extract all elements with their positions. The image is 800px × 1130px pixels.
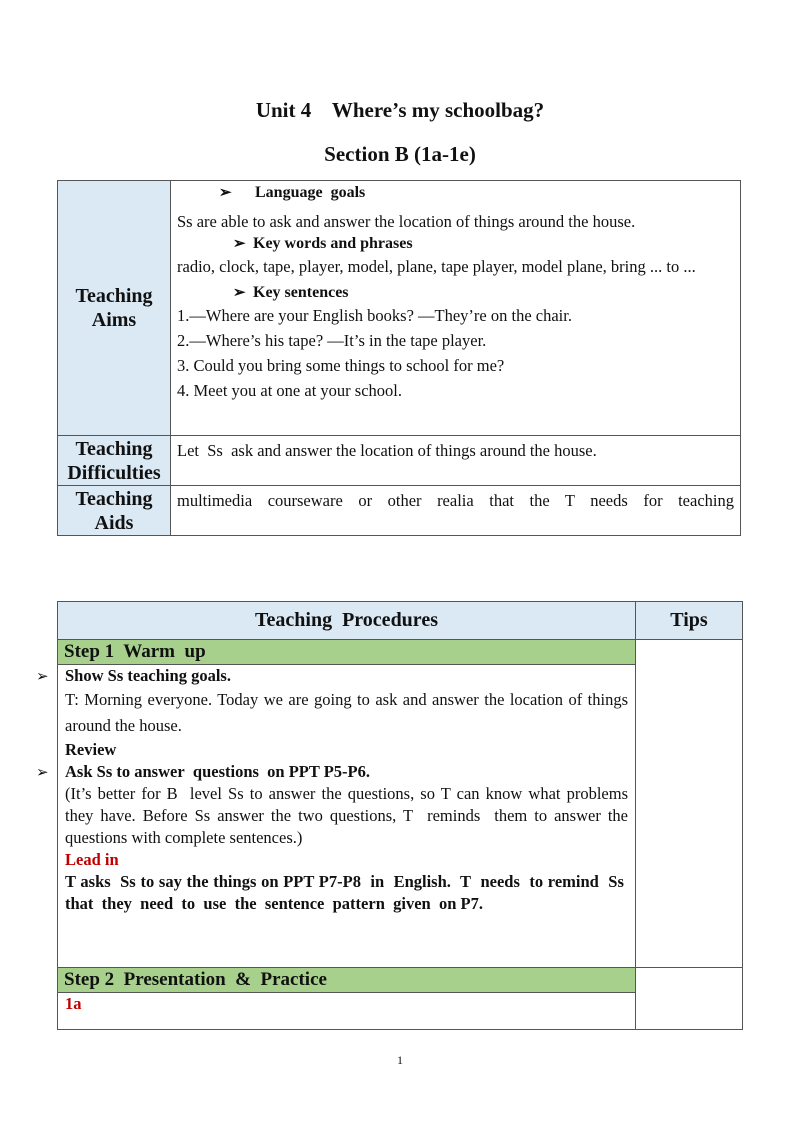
page-number: 1 [397,1053,403,1067]
key-sentences-heading: Key sentences [253,284,349,301]
aims-table [57,180,741,536]
one-a-heading: 1a [65,994,82,1013]
goal-text: Ss are able to ask and answer the location of things around the house. [177,212,636,231]
lead-in-text: T asks Ss to say the things on PPT P7-P8 in English. T needs to remind Ss that they need to use the sentence pattern given on P7. [65,872,628,913]
difficulties-label: Teaching Difficulties [58,436,171,486]
note-text: (It’s better for B level Ss to answer the questions, so T can know what problems they have. Before Ss answer the two questions, T reminds them to answer the questions with complete sentences.) [65,784,628,847]
sentence-item: 3. Could you bring some things to school for me? [177,356,505,375]
sentence-item: 2.—Where’s his tape? —It’s in the tape player. [177,331,487,350]
sentence-item: 1.—Where are your English books? —They’re on the chair. [177,306,572,325]
arrowhead-bullet-icon: ➢ [219,185,232,201]
page-subtitle: Section B (1a-1e) [324,142,476,166]
arrowhead-bullet-icon: ➢ [36,765,49,781]
key-words-text: radio, clock, tape, player, model, plane, tape player, model plane, bring ... to ... [177,257,696,276]
tips-header: Tips [636,602,743,640]
review-heading: Review [65,740,117,759]
arrowhead-bullet-icon: ➢ [233,285,246,301]
tips-cell [636,640,743,968]
t-morning-text: T: Morning everyone. Today we are going to ask and answer the location of things around the house. [65,690,628,735]
page-title: Unit 4 Where’s my schoolbag? [255,98,545,122]
aids-label: Teaching Aids [58,486,171,536]
language-goals-heading: Language goals [255,184,366,201]
tips-cell-2 [636,968,743,1030]
procedures-header: Teaching Procedures [58,602,636,640]
lead-in-heading: Lead in [65,850,119,869]
difficulties-text: Let Ss ask and answer the location of things around the house. [171,436,741,486]
aids-text: multimedia courseware or other realia that the T needs for teaching [171,486,741,536]
arrowhead-bullet-icon: ➢ [36,669,49,685]
arrowhead-bullet-icon: ➢ [233,236,246,252]
show-goals: Show Ss teaching goals. [65,666,231,685]
step2-heading: Step 2 Presentation & Practice [58,968,636,993]
aims-content [171,181,741,436]
step1-heading: Step 1 Warm up [58,640,636,665]
key-words-heading: Key words and phrases [253,235,413,252]
ask-ss-text: Ask Ss to answer questions on PPT P5-P6. [65,762,370,781]
step1-content [58,665,636,968]
sentence-item: 4. Meet you at one at your school. [177,381,402,400]
aims-label: Teaching Aims [58,181,171,436]
procedures-table [57,601,743,1030]
step2-content [58,993,636,1030]
